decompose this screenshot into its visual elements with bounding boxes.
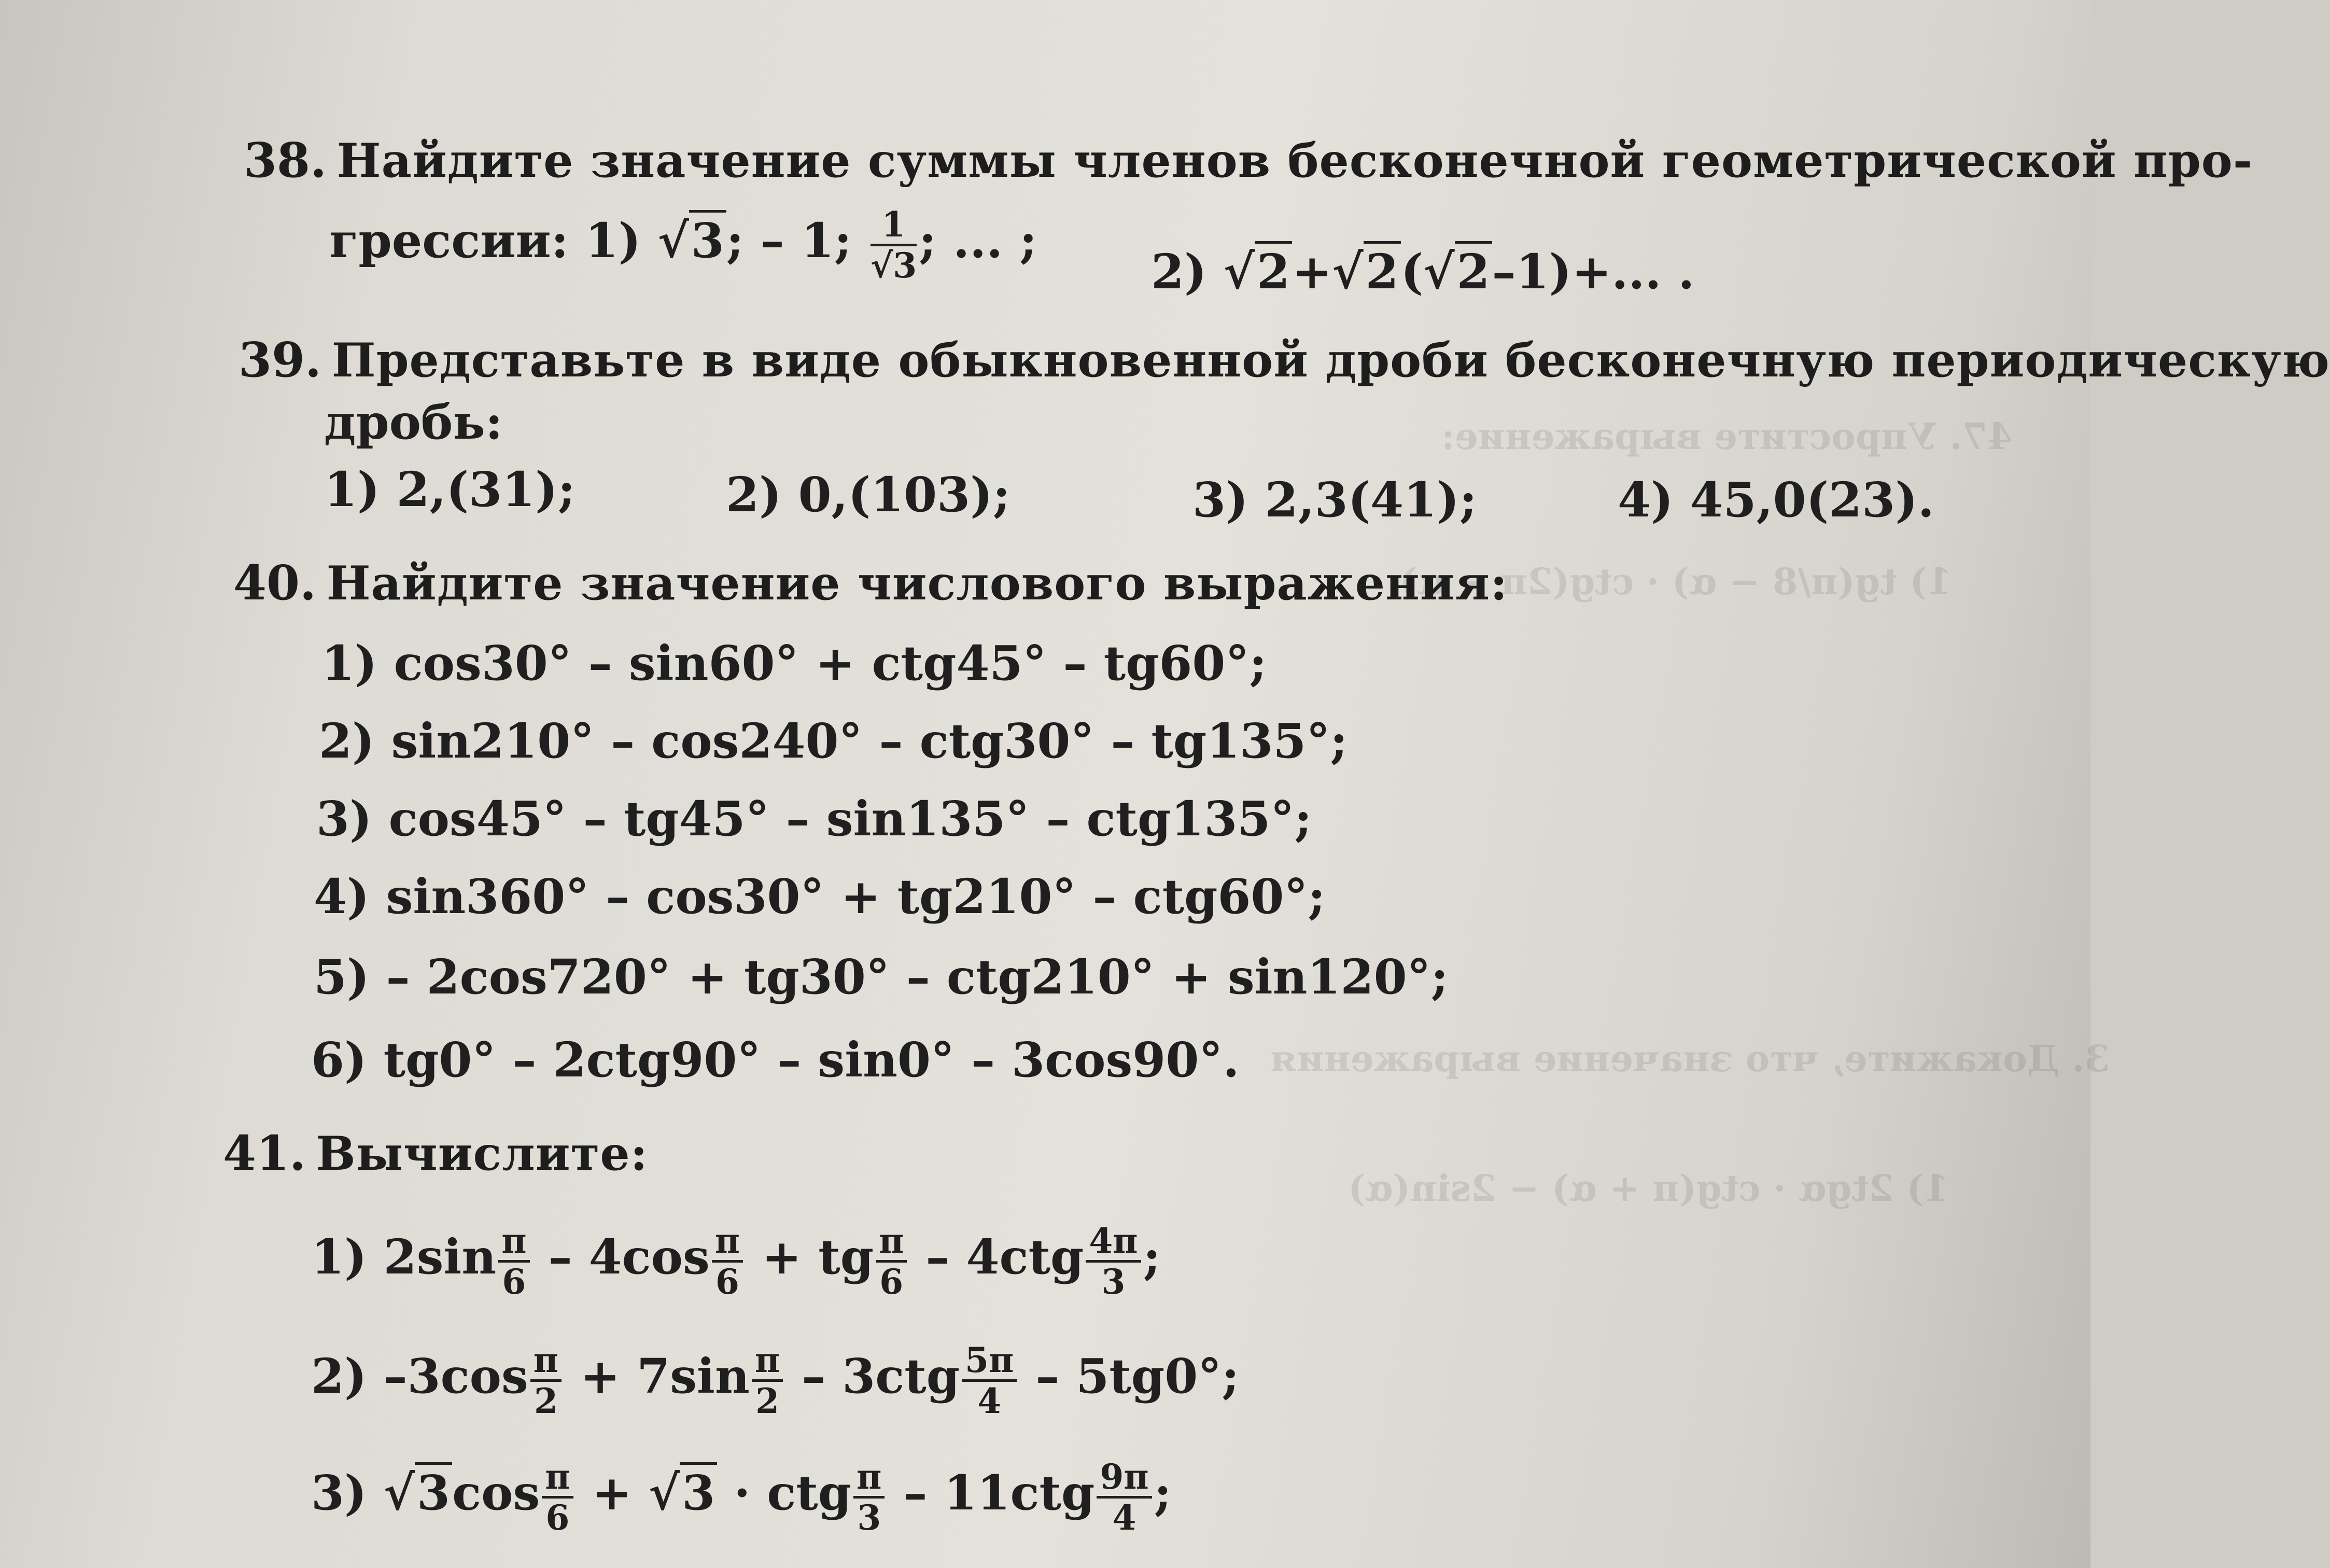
problem-41-item-2: 2) –3cos $\frac{\pi}{2}$ + 7sin $\frac{\pi}{2}$ – 3ctg $\frac{5\pi}{4}$ – 5tg0°; — [311, 1340, 1240, 1421]
problem-40-title — [233, 555, 1508, 611]
problem-number: 40. — [233, 555, 317, 611]
sqrt-expression: √2 — [1332, 241, 1400, 300]
fraction: $\frac{\pi}{3}$ — [853, 1460, 885, 1535]
problem-38-item2: 2) √2+√2(√2–1)+... . — [1151, 244, 1694, 300]
problem-text: Найдите значение суммы членов бесконечной геометрической про- — [336, 133, 2253, 188]
fraction: $\frac{\pi}{2}$ — [530, 1343, 562, 1418]
fraction: $\frac{\pi}{6}$ — [542, 1460, 573, 1535]
problem-number: 39. — [238, 332, 322, 388]
problem-39-line2: дробь: — [324, 394, 503, 450]
problem-number: 41. — [223, 1125, 306, 1181]
sqrt-expression: √3 — [657, 210, 726, 269]
fraction: $\frac{5\pi}{4}$ — [962, 1343, 1017, 1418]
problem-text: Найдите значение числового выражения: — [326, 556, 1508, 611]
fraction: $\frac{4\pi}{3}$ — [1086, 1224, 1141, 1299]
problem-text: грессии: 1) — [329, 213, 641, 269]
sqrt-expression: √3 — [649, 1462, 717, 1521]
fraction: $\frac{\pi}{6}$ — [498, 1224, 529, 1299]
sqrt-expression: √2 — [1423, 241, 1492, 300]
sqrt-expression: √3 — [384, 1462, 452, 1521]
fraction: $\frac{\pi}{2}$ — [752, 1343, 783, 1418]
problem-39-item: 4) 45,0(23). — [1618, 472, 1934, 528]
sequence-text: ; – 1; — [726, 213, 852, 269]
bleed-through-text: 1) tg(π/8 − α) · ctg(2π − α) — [1400, 560, 1952, 603]
fraction: $\frac{\pi}{6}$ — [712, 1224, 743, 1299]
problem-number: 38. — [244, 132, 327, 188]
problem-text: Представьте в виде обыкновенной дроби бесконечную периодическую — [331, 333, 2330, 388]
problem-text: Вычислите: — [316, 1126, 648, 1181]
fraction: $\frac{\pi}{6}$ — [876, 1224, 907, 1299]
problem-41-title — [223, 1125, 648, 1181]
sequence-text: ; ... ; — [919, 213, 1037, 269]
item-label: 2) — [1151, 244, 1207, 300]
problem-40-item: 4) sin360° – cos30° + tg210° – ctg60°; — [314, 869, 1326, 925]
problem-40-item: 1) cos30° – sin60° + ctg45° – tg60°; — [321, 635, 1267, 691]
problem-40-item: 2) sin210° – cos240° – ctg30° – tg135°; — [319, 713, 1348, 769]
problem-38-line2 — [329, 204, 1037, 286]
problem-41-item-1: 1) 2sin $\frac{\pi}{6}$ – 4cos $\frac{\pi}{6}$ + tg $\frac{\pi}{6}$ – 4ctg $\frac{4\pi}{3}$ ; — [311, 1221, 1161, 1302]
problem-41-item-3: 3) √3cos $\frac{\pi}{6}$ + √3 · ctg $\frac{\pi}{3}$ – 11ctg $\frac{9\pi}{4}$ ; — [311, 1457, 1172, 1538]
bleed-through-text: 1) 2tgα · ctg(π + α) − 2sin(α) — [1348, 1167, 1949, 1210]
problem-40-item: 3) cos45° – tg45° – sin135° – ctg135°; — [316, 791, 1312, 847]
problem-40-item: 6) tg0° – 2ctg90° – sin0° – 3cos90°. — [311, 1032, 1240, 1088]
bleed-through-text: 3. Докажите, что значение выражения — [1270, 1037, 2110, 1080]
bleed-through-text: 47. Упростите выражение: — [1441, 415, 2013, 458]
problem-39-line1 — [238, 332, 2330, 388]
problem-38-line1 — [244, 132, 2253, 188]
problem-39-item: 2) 0,(103); — [726, 467, 1010, 523]
sqrt-expression: √2 — [1224, 241, 1292, 300]
problem-40-item: 5) – 2cos720° + tg30° – ctg210° + sin120°; — [314, 949, 1449, 1005]
problem-39-item: 3) 2,3(41); — [1192, 472, 1477, 528]
fraction: $\frac{9\pi}{4}$ — [1097, 1460, 1152, 1535]
problem-39-item: 1) 2,(31); — [324, 461, 576, 517]
fraction: $\frac{1}{√3}$ — [870, 204, 917, 286]
